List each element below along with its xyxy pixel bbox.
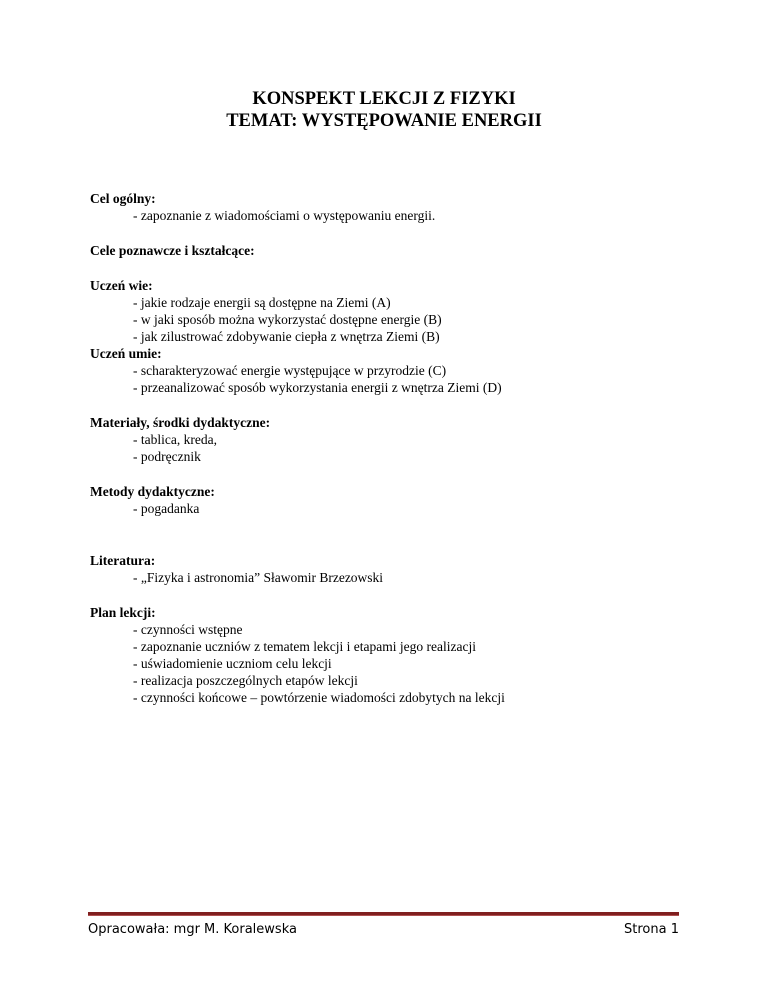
page-number: Strona 1 — [624, 922, 679, 937]
footer-author: Opracowała: mgr M. Koralewska — [88, 922, 297, 937]
document-body — [90, 190, 690, 706]
section-heading: Materiały, środki dydaktyczne: — [90, 415, 271, 430]
section-materialy — [90, 414, 690, 465]
document-title — [0, 88, 768, 132]
list-item: - przeanalizować sposób wykorzystania energii z wnętrza Ziemi (D) — [133, 380, 502, 395]
list-item: - jak zilustrować zdobywanie ciepła z wnętrza Ziemi (B) — [133, 329, 440, 344]
section-heading: Metody dydaktyczne: — [90, 484, 215, 499]
list-item: - zapoznanie uczniów z tematem lekcji i etapami jego realizacji — [133, 639, 476, 654]
section-uczen-umie — [90, 345, 690, 396]
list-item: - scharakteryzować energie występujące w przyrodzie (C) — [133, 363, 447, 378]
title-line-1: KONSPEKT LEKCJI Z FIZYKI — [252, 89, 516, 109]
list-item: - podręcznik — [133, 449, 201, 464]
list-item: - zapoznanie z wiadomościami o występowaniu energii. — [133, 208, 436, 223]
list-item: - realizacja poszczególnych etapów lekcji — [133, 673, 358, 688]
footer-rule-thin — [88, 915, 679, 916]
list-item: - „Fizyka i astronomia” Sławomir Brzezowski — [133, 570, 384, 585]
section-heading: Uczeń umie: — [90, 346, 162, 361]
section-heading: Plan lekcji: — [90, 605, 156, 620]
section-metody — [90, 483, 690, 517]
list-item: - czynności wstępne — [133, 622, 243, 637]
section-uczen-wie — [90, 277, 690, 345]
section-heading: Cele poznawcze i kształcące: — [90, 243, 255, 258]
list-item: - czynności końcowe – powtórzenie wiadomości zdobytych na lekcji — [133, 690, 505, 705]
list-item: - jakie rodzaje energii są dostępne na Ziemi (A) — [133, 295, 391, 310]
section-heading: Cel ogólny: — [90, 191, 156, 206]
section-literatura — [90, 552, 690, 586]
section-cel-ogolny — [90, 190, 690, 224]
section-plan — [90, 604, 690, 706]
section-heading: Literatura: — [90, 553, 156, 568]
section-cele-poznawcze — [90, 242, 690, 259]
list-item: - pogadanka — [133, 501, 200, 516]
list-item: - w jaki sposób można wykorzystać dostępne energie (B) — [133, 312, 442, 327]
list-item: - uświadomienie uczniom celu lekcji — [133, 656, 332, 671]
section-heading: Uczeń wie: — [90, 278, 153, 293]
title-line-2: TEMAT: WYSTĘPOWANIE ENERGII — [226, 111, 542, 131]
list-item: - tablica, kreda, — [133, 432, 217, 447]
